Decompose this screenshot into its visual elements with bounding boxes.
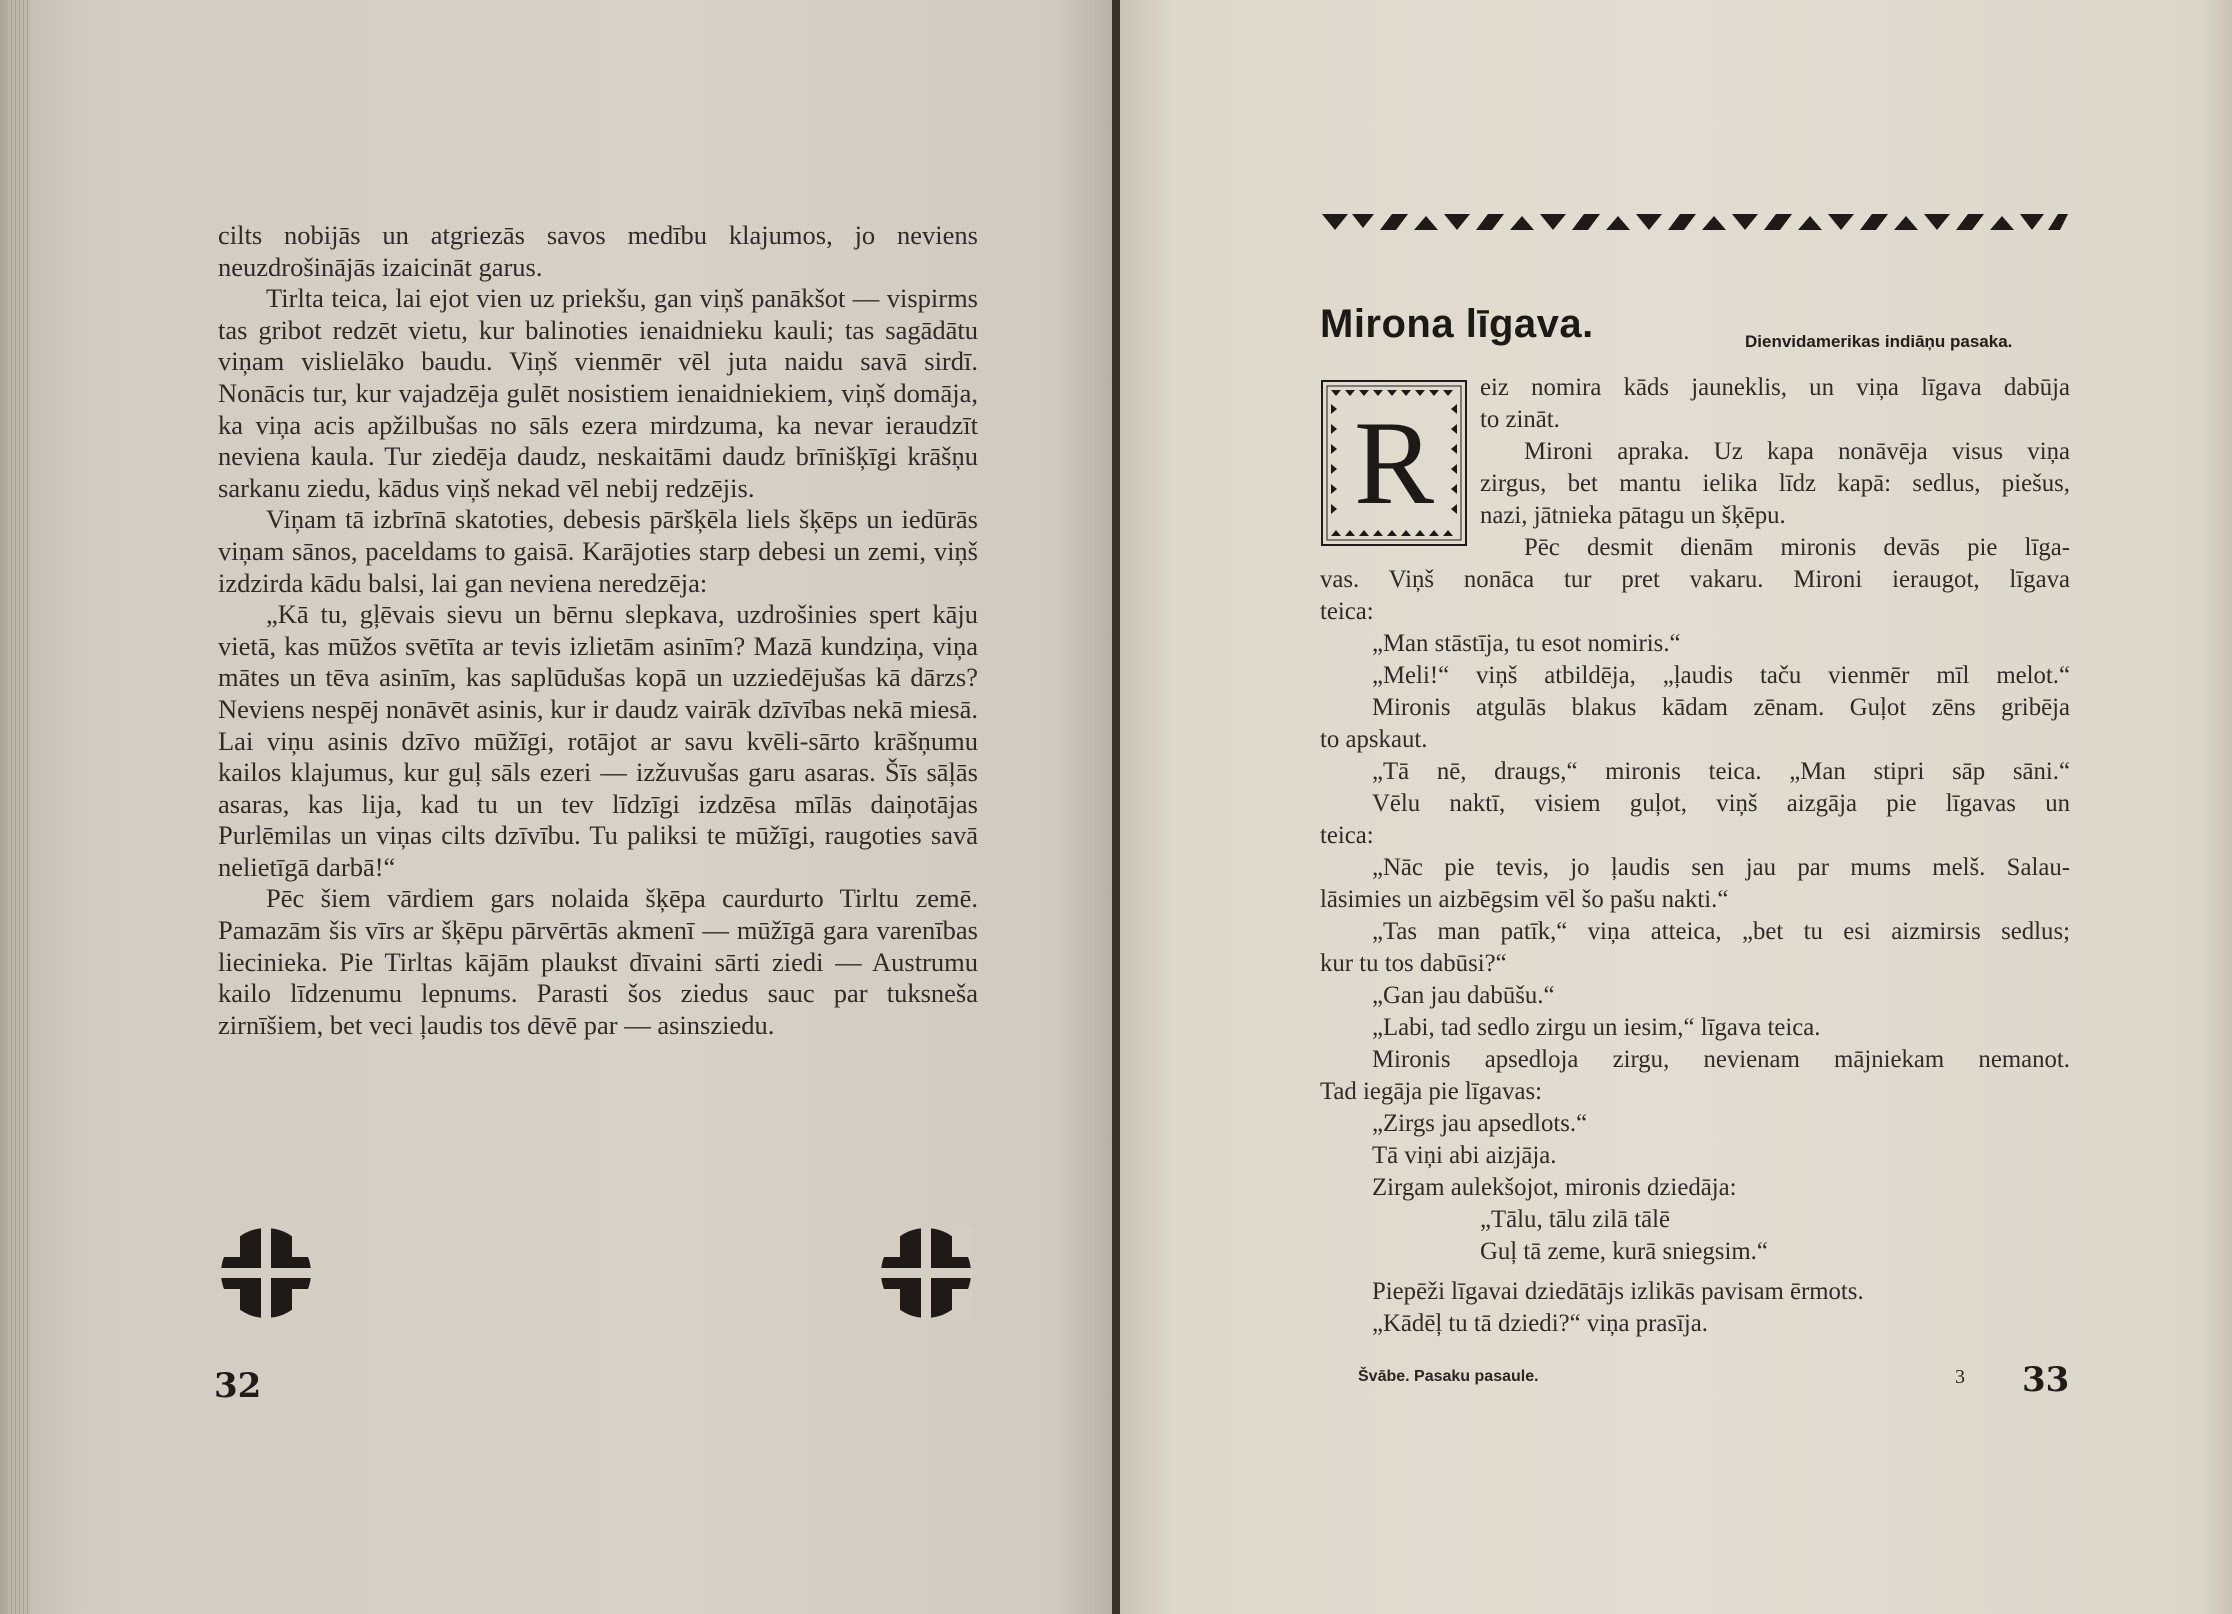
text-line: teica: [1320, 598, 1374, 625]
cross-ornament-icon [880, 1227, 972, 1319]
text-line: Tad iegāja pie līgavas: [1320, 1078, 1543, 1105]
drop-cap-letter: R [1353, 396, 1435, 529]
text-line: Mironis apsedloja zirgu, nevienam mājniekam nemanot. [1372, 1046, 2070, 1073]
text-line: Zirgam aulekšojot, mironis dziedāja: [1372, 1174, 1737, 1201]
verse-line: Guļ tā zeme, kurā sniegsim.“ [1480, 1238, 1768, 1265]
text-line: „Nāc pie tevis, jo ļaudis sen jau par mums melš. Salau- [1372, 854, 2070, 881]
text-line: „Kādēļ tu tā dziedi?“ viņa prasīja. [1372, 1310, 1708, 1337]
text-line: Vēlu naktī, visiem guļot, viņš aizgāja pie līgavas un [1372, 790, 2070, 817]
page-number: 33 [2022, 1360, 2070, 1400]
paragraph: Pēc šiem vārdiem gars nolaida šķēpa caurdurto Tirltu zemē. Pamazām šis vīrs ar šķēpu pārvērtās akmenī — mūžīgā gara varenības liecinieka. Pie Tirltas kājām plaukst dīvaini sārti ziedi — Austrumu kailo līdzenumu lepnums. Parasti šos ziedus sauc par tuksneša zirnīšiem, bet veci ļaudis tos dēvē par — asinsziedu. [218, 883, 978, 1040]
signature-mark: 3 [1955, 1366, 1965, 1388]
text-line: „Man stāstīja, tu esot nomiris.“ [1372, 630, 1681, 657]
footer-source: Švābe. Pasaku pasaule. [1358, 1368, 1539, 1385]
text-line: kur tu tos dabūsi?“ [1320, 950, 1507, 977]
text-line: Mironi apraka. Uz kapa nonāvēja visus viņa [1524, 438, 2070, 465]
text-line: „Tā nē, draugs,“ mironis teica. „Man stipri sāp sāni.“ [1372, 758, 2070, 785]
decorative-border-icon [1322, 214, 2068, 232]
text-line: vas. Viņš nonāca tur pret vakaru. Mironi ieraugot, līgava [1320, 566, 2070, 593]
song-verse [1480, 1204, 1780, 1268]
story-title: Mirona līgava. [1320, 302, 1594, 346]
left-page [0, 0, 1112, 1614]
page-number: 32 [214, 1366, 262, 1406]
cross-ornament-icon [220, 1227, 312, 1319]
text-line: to apskaut. [1320, 726, 1428, 753]
paragraph: Viņam tā izbrīnā skatoties, debesis pāršķēla liels šķēps un iedūrās viņam sānos, paceldams to gaisā. Karājoties starp debesi un zemi, viņš izdzirda kādu balsi, lai gan neviena neredzēja: [218, 504, 978, 598]
text-line: Tā viņi abi aizjāja. [1372, 1142, 1557, 1169]
right-text-column [1320, 564, 2070, 1204]
text-line: to zināt. [1480, 406, 1560, 433]
book-gutter [1112, 0, 1120, 1614]
text-line: „Tas man patīk,“ viņa atteica, „bet tu esi aizmirsis sedlus; [1372, 918, 2070, 945]
text-line: lāsimies un aizbēgsim vēl šo pašu nakti.“ [1320, 886, 1729, 913]
text-line: nazi, jātnieka pātagu un šķēpu. [1480, 502, 1786, 529]
text-line: Pēc desmit dienām mironis devās pie līga- [1524, 534, 2070, 561]
paragraph: Tirlta teica, lai ejot vien uz priekšu, gan viņš panākšot — vispirms tas gribot redzēt vietu, kur balinoties ienaidnieku kauli; tas sagādātu viņam vislielāko baudu. Viņš vienmēr vēl juta naidu savā sirdī. Nonācis tur, kur vajadzēja gulēt nosistiem ienaidniekiem, viņš domāja, ka viņa acis apžilbušas no sāls ezera mirdzuma, ka nevar ieraudzīt neviena kaula. Tur ziedēja daudz, neskaitāmi daudz brīnišķīgi krāšņu sarkanu ziedu, kādus viņš nekad vēl nebij redzējis. [218, 283, 978, 503]
page-edges [8, 0, 30, 1614]
text-line: „Meli!“ viņš atbildēja, „ļaudis taču vienmēr mīl melot.“ [1372, 662, 2070, 689]
drop-cap-frame [1321, 380, 1467, 546]
text-line: Mironis atgulās blakus kādam zēnam. Guļot zēns gribēja [1372, 694, 2070, 721]
left-text-column [218, 220, 978, 1041]
text-line: „Gan jau dabūšu.“ [1372, 982, 1555, 1009]
text-line: teica: [1320, 822, 1374, 849]
text-line: „Zirgs jau apsedlots.“ [1372, 1110, 1588, 1137]
verse-line: „Tālu, tālu zilā tālē [1480, 1206, 1671, 1233]
text-line: „Labi, tad sedlo zirgu un iesim,“ līgava teica. [1372, 1014, 1821, 1041]
story-subtitle: Dienvidamerikas indiāņu pasaka. [1745, 332, 2013, 351]
paragraph: cilts nobijās un atgriezās savos medību klajumos, jo neviens neuzdrošinājās izaicināt garus. [218, 220, 978, 282]
closing-lines [1320, 1276, 2070, 1340]
dropcap-side-lines [1480, 372, 2070, 564]
right-page [1120, 0, 2232, 1614]
text-line: Piepēži līgavai dziedātājs izlikās pavisam ērmots. [1372, 1278, 1864, 1305]
paragraph: „Kā tu, gļēvais sievu un bērnu slepkava, uzdrošinies spert kāju vietā, kas mūžos svētīta ar tevis izlietām asinīm? Mazā kundziņa, viņa mātes un tēva asinīm, kas saplūdušas kopā un uzziedējušas kā dārzs? Neviens nespēj nonāvēt asinis, kur ir daudz vairāk dzīvības nekā miesā. Lai viņu asinis dzīvo mūžīgi, rotājot ar savu kvēli-sārto krāšņumu kailos klajumus, kur guļ sāls ezeri — izžuvušas garu asaras. Šīs sāļās asaras, kas lija, kad tu un tev līdzīgi izdzēsa mīlās daiņotājas Purlēmilas un viņas cilts dzīvību. Tu paliksi te mūžīgi, raugoties savā nelietīgā darbā!“ [218, 599, 978, 882]
text-line: zirgus, bet mantu ielika līdz kapā: sedlus, piešus, [1480, 470, 2070, 497]
text-line: eiz nomira kāds jauneklis, un viņa līgava dabūja [1480, 374, 2070, 401]
